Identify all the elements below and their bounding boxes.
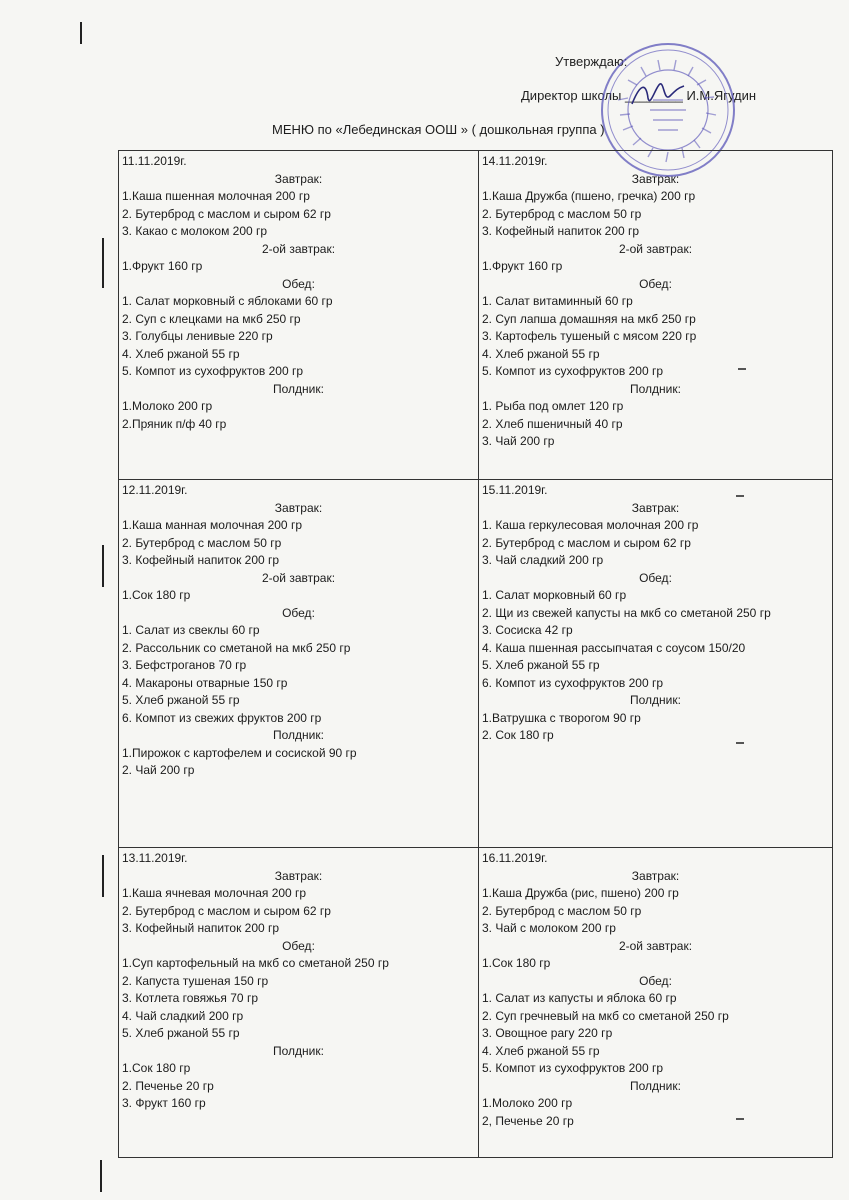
dish-item: 3. Бефстроганов 70 гр: [122, 658, 247, 672]
dish-item: 5. Компот из сухофруктов 200 гр: [482, 1061, 664, 1075]
dish-item: 3. Чай с молоком 200 гр: [482, 921, 616, 935]
day-date: 16.11.2019г.: [482, 851, 548, 865]
scan-mark: [102, 855, 104, 897]
dish-item: 2. Чай 200 гр: [122, 763, 195, 777]
day-date: 12.11.2019г.: [122, 483, 188, 497]
menu-week-row: [119, 151, 833, 480]
dish-item: 2. Печенье 20 гр: [122, 1078, 214, 1093]
meal-heading: Завтрак:: [274, 500, 323, 515]
meal-heading: Полдник:: [273, 381, 324, 396]
meal-heading: Обед:: [282, 938, 315, 953]
meal-heading: Полдник:: [273, 728, 324, 742]
meal-heading: Обед:: [639, 973, 672, 988]
dish-item: 1. Салат витаминный 60 гр: [482, 294, 633, 308]
dish-item: 2. Рассольник со сметаной на мкб 250 гр: [122, 640, 351, 655]
dish-item: 2. Суп с клецками на мкб 250 гр: [122, 311, 301, 326]
dish-item: 1.Молоко 200 гр: [122, 399, 213, 413]
meal-heading: Обед:: [639, 276, 672, 291]
dish-item: 1. Салат из свеклы 60 гр: [122, 623, 260, 637]
dish-item: 2. Щи из свежей капусты на мкб со сметаной 250 гр: [482, 605, 771, 620]
meal-heading: 2-ой завтрак:: [618, 938, 693, 953]
dish-item: 1. Салат морковный с яблоками 60 гр: [122, 294, 333, 308]
menu-week-row: [119, 848, 833, 1158]
dish-item: 3. Сосиска 42 гр: [482, 623, 573, 637]
dish-item: 4. Хлеб ржаной 55 гр: [122, 346, 240, 361]
day-menu-cell: [479, 848, 833, 1158]
dish-item: 2. Суп лапша домашняя на мкб 250 гр: [482, 311, 696, 326]
meal-heading: Обед:: [282, 605, 315, 620]
director-signature: [628, 78, 688, 110]
scan-mark: [102, 238, 104, 288]
dish-item: 1.Молоко 200 гр: [482, 1096, 573, 1110]
menu-table: [118, 150, 833, 1158]
dish-item: 3. Чай 200 гр: [482, 434, 555, 448]
dish-item: 4. Хлеб ржаной 55 гр: [482, 1043, 600, 1058]
meal-heading: Обед:: [282, 276, 315, 291]
dish-item: 5. Компот из сухофруктов 200 гр: [482, 364, 664, 378]
dish-item: 3. Картофель тушеный с мясом 220 гр: [482, 329, 697, 343]
dish-item: 1. Салат морковный 60 гр: [482, 588, 627, 602]
dish-item: 1. Каша геркулесовая молочная 200 гр: [482, 518, 699, 532]
day-menu-cell: [119, 151, 479, 480]
meal-heading: Завтрак:: [631, 868, 680, 883]
menu-table-body: [119, 151, 833, 1158]
dish-item: 2. Бутерброд с маслом и сыром 62 гр: [122, 903, 331, 918]
dish-item: 5. Компот из сухофруктов 200 гр: [122, 364, 304, 378]
dish-item: 6. Компот из свежих фруктов 200 гр: [122, 710, 322, 725]
dish-item: 3. Чай сладкий 200 гр: [482, 553, 604, 567]
dish-item: 2. Хлеб пшеничный 40 гр: [482, 416, 623, 431]
dish-item: 2. Капуста тушеная 150 гр: [122, 973, 269, 988]
day-date: 13.11.2019г.: [122, 851, 188, 865]
dish-item: 1.Каша ячневая молочная 200 гр: [122, 886, 307, 900]
dish-item: 1.Пирожок с картофелем и сосиской 90 гр: [122, 745, 357, 760]
dish-item: 3. Какао с молоком 200 гр: [122, 224, 268, 238]
dish-item: 1.Каша Дружба (пшено, гречка) 200 гр: [482, 189, 696, 203]
dish-item: 5. Хлеб ржаной 55 гр: [122, 693, 240, 707]
dish-item: 3. Голубцы ленивые 220 гр: [122, 329, 273, 343]
page-title: МЕНЮ по «Лебединская ООШ » ( дошкольная группа ): [272, 122, 605, 137]
meal-heading: 2-ой завтрак:: [618, 241, 693, 256]
day-menu-cell: [119, 480, 479, 848]
dish-item: 1. Рыба под омлет 120 гр: [482, 399, 624, 413]
dish-item: 2. Бутерброд с маслом 50 гр: [482, 206, 642, 221]
day-date: 14.11.2019г.: [482, 154, 548, 168]
dish-item: 3. Кофейный напиток 200 гр: [122, 553, 280, 567]
dish-item: 3. Фрукт 160 гр: [122, 1096, 206, 1110]
dish-item: 1.Фрукт 160 гр: [122, 259, 203, 273]
dish-item: 1.Сок 180 гр: [122, 1061, 191, 1075]
dish-item: 5. Хлеб ржаной 55 гр: [122, 1026, 240, 1040]
dish-item: 1.Сок 180 гр: [122, 588, 191, 602]
dish-item: 2. Бутерброд с маслом и сыром 62 гр: [122, 206, 331, 221]
dish-item: 4. Хлеб ржаной 55 гр: [482, 346, 600, 361]
meal-heading: 2-ой завтрак:: [261, 241, 336, 256]
day-menu-cell: [479, 480, 833, 848]
dish-item: 5. Хлеб ржаной 55 гр: [482, 658, 600, 672]
dish-item: 2. Бутерброд с маслом и сыром 62 гр: [482, 535, 691, 550]
scan-mark: [100, 1160, 102, 1192]
approve-label: Утверждаю:: [555, 54, 628, 69]
dish-item: 1. Салат из капусты и яблока 60 гр: [482, 991, 677, 1005]
meal-heading: Обед:: [639, 570, 672, 585]
dish-item: 1.Каша Дружба (рис, пшено) 200 гр: [482, 886, 679, 900]
dish-item: 1.Фрукт 160 гр: [482, 259, 563, 273]
dish-item: 3. Котлета говяжья 70 гр: [122, 991, 258, 1005]
scan-mark: [80, 22, 82, 44]
dish-item: 1.Сок 180 гр: [482, 956, 551, 970]
meal-heading: Завтрак:: [631, 500, 680, 515]
dish-item: 3. Овощное рагу 220 гр: [482, 1026, 613, 1040]
day-menu-cell: [479, 151, 833, 480]
director-signature-line: Директор школы ________ И.М.Ягудин: [521, 88, 757, 103]
dish-item: 3. Кофейный напиток 200 гр: [482, 224, 640, 238]
meal-heading: 2-ой завтрак:: [261, 570, 336, 585]
dish-item: 1.Каша пшенная молочная 200 гр: [122, 189, 310, 203]
day-date: 15.11.2019г.: [482, 483, 548, 497]
dish-item: 2. Бутерброд с маслом 50 гр: [122, 535, 282, 550]
dish-item: 6. Компот из сухофруктов 200 гр: [482, 675, 664, 690]
dish-item: 2. Бутерброд с маслом 50 гр: [482, 903, 642, 918]
meal-heading: Завтрак:: [274, 868, 323, 883]
meal-heading: Полдник:: [630, 1078, 681, 1093]
dish-item: 2, Печенье 20 гр: [482, 1113, 574, 1128]
meal-heading: Полдник:: [273, 1043, 324, 1058]
meal-heading: Полдник:: [630, 693, 681, 707]
dish-item: 2. Суп гречневый на мкб со сметаной 250 гр: [482, 1008, 729, 1023]
dish-item: 1.Суп картофельный на мкб со сметаной 250 гр: [122, 956, 389, 970]
menu-week-row: [119, 480, 833, 848]
meal-heading: Завтрак:: [274, 171, 323, 186]
dish-item: 1.Каша манная молочная 200 гр: [122, 518, 302, 532]
dish-item: 2. Сок 180 гр: [482, 728, 554, 742]
day-menu-cell: [119, 848, 479, 1158]
dish-item: 4. Чай сладкий 200 гр: [122, 1008, 244, 1023]
meal-heading: Завтрак:: [631, 171, 680, 186]
meal-heading: Полдник:: [630, 381, 681, 396]
scan-mark: [102, 545, 104, 587]
dish-item: 1.Ватрушка с творогом 90 гр: [482, 710, 641, 725]
dish-item: 4. Каша пшенная рассыпчатая с соусом 150/20: [482, 640, 746, 655]
dish-item: 2.Пряник п/ф 40 гр: [122, 416, 227, 431]
dish-item: 4. Макароны отварные 150 гр: [122, 675, 288, 690]
day-date: 11.11.2019г.: [122, 154, 187, 168]
dish-item: 3. Кофейный напиток 200 гр: [122, 921, 280, 935]
